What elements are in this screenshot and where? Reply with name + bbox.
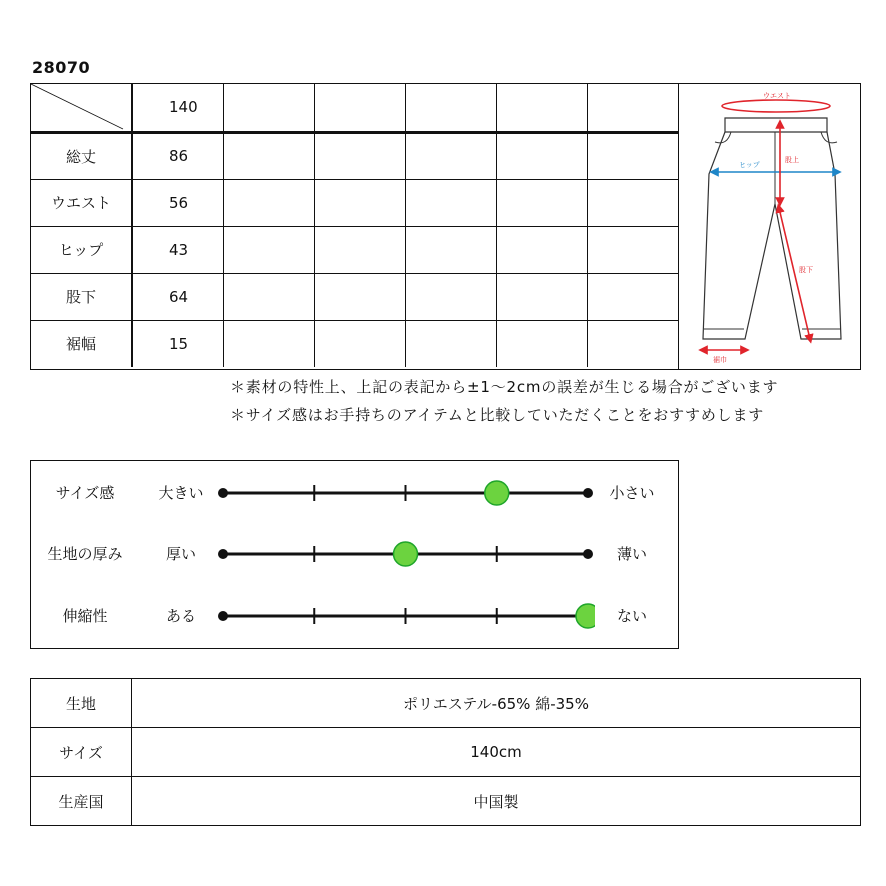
row-label: サイズ (31, 728, 132, 777)
scale-low-label: 大きい (158, 484, 204, 502)
table-row (31, 679, 861, 728)
pants-measurement-diagram (678, 84, 861, 369)
row-label: ウエスト (31, 179, 132, 226)
size-table (31, 84, 679, 367)
table-row (31, 226, 678, 273)
scale-high-label: ない (616, 607, 647, 625)
hem-label: 裾巾 (713, 356, 727, 364)
scale-label: 伸縮性 (62, 607, 108, 625)
row-label: 股下 (31, 273, 132, 320)
waist-label: ウエスト (763, 92, 791, 100)
scale-high-label: 薄い (616, 545, 647, 563)
row-label: ヒップ (31, 226, 132, 273)
note-line: ＊サイズ感はお手持ちのアイテムと比較していただくことをおすすめします (230, 406, 765, 424)
table-row (31, 320, 678, 367)
row-value: 15 (132, 320, 223, 367)
table-row (31, 273, 678, 320)
scale-end-dot (583, 488, 593, 498)
rise-label: 股上 (785, 156, 799, 164)
scale-track (215, 539, 595, 569)
row-value: 中国製 (132, 777, 861, 826)
inseam-label: 股下 (799, 266, 813, 274)
row-label: 総丈 (31, 132, 132, 179)
table-row (31, 728, 861, 777)
scale-marker (394, 542, 418, 566)
product-code: 28070 (32, 58, 91, 77)
row-value: 64 (132, 273, 223, 320)
scale-row (31, 601, 680, 631)
note-line: ＊素材の特性上、上記の表記から±1～2cmの誤差が生じる場合がございます (230, 378, 779, 396)
row-label: 生産国 (31, 777, 132, 826)
scale-low-label: 厚い (165, 545, 196, 563)
table-row (31, 777, 861, 826)
size-header: 140 (132, 84, 223, 132)
material-table (30, 678, 861, 826)
scale-label: 生地の厚み (47, 545, 123, 563)
scale-row (31, 539, 680, 569)
row-value: 56 (132, 179, 223, 226)
scale-end-dot (218, 611, 228, 621)
row-value: ポリエステル-65% 綿-35% (132, 679, 861, 728)
row-label: 裾幅 (31, 320, 132, 367)
notes (230, 373, 778, 429)
scale-marker (576, 604, 595, 628)
scale-low-label: ある (165, 607, 196, 625)
row-value: 86 (132, 132, 223, 179)
scale-track (215, 601, 595, 631)
feel-scale-box (30, 460, 679, 649)
size-header-row (31, 84, 678, 132)
scale-row (31, 478, 680, 508)
diagonal-corner (31, 84, 132, 132)
table-row (31, 179, 678, 226)
scale-end-dot (218, 549, 228, 559)
scale-label: サイズ感 (55, 484, 115, 502)
hip-label: ヒップ (739, 161, 760, 169)
row-value: 140cm (132, 728, 861, 777)
row-label: 生地 (31, 679, 132, 728)
scale-end-dot (583, 549, 593, 559)
scale-track (215, 478, 595, 508)
table-row (31, 132, 678, 179)
row-value: 43 (132, 226, 223, 273)
scale-marker (485, 481, 509, 505)
scale-high-label: 小さい (609, 484, 655, 502)
scale-end-dot (218, 488, 228, 498)
size-chart (30, 83, 861, 370)
